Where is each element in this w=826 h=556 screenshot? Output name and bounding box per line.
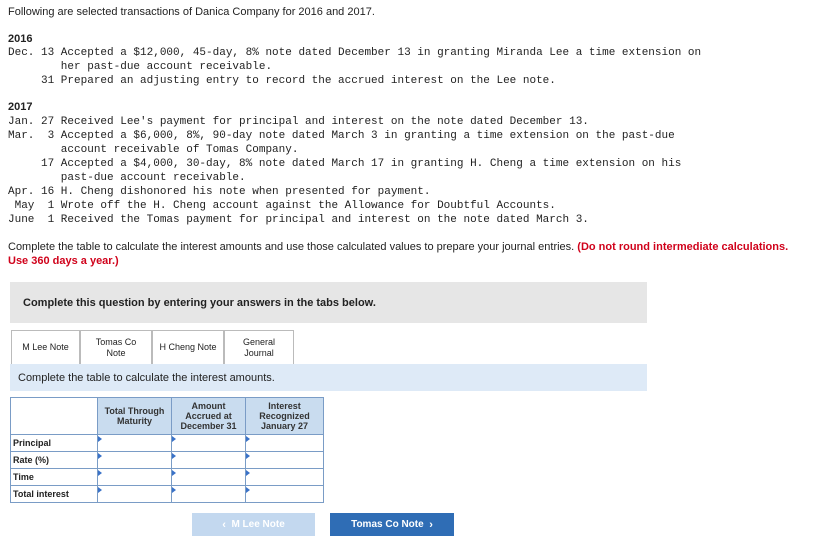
row-label-time: Time — [11, 469, 98, 486]
input-marker-icon — [98, 453, 102, 459]
input-marker-icon — [246, 470, 250, 476]
prev-button-label: M Lee Note — [231, 519, 285, 530]
input-marker-icon — [172, 453, 176, 459]
time-total-field[interactable] — [98, 469, 171, 485]
next-button[interactable] — [330, 513, 454, 536]
principal-recognized-input[interactable] — [246, 435, 324, 452]
col-amount-accrued-dec31: Amount Accrued at December 31 — [172, 398, 246, 435]
tab-label: Tomas Co Note — [95, 336, 137, 358]
table-row — [11, 452, 324, 469]
intro-text: Following are selected transactions of Danica Company for 2016 and 2017. — [8, 6, 375, 18]
interest-accrued-input[interactable] — [172, 486, 246, 503]
interest-recognized-field[interactable] — [246, 486, 323, 502]
rate-total-input[interactable] — [98, 452, 172, 469]
interest-recognized-input[interactable] — [246, 486, 324, 503]
input-marker-icon — [172, 470, 176, 476]
time-accrued-field[interactable] — [172, 469, 245, 485]
table-header-row — [11, 398, 324, 435]
principal-total-field[interactable] — [98, 435, 171, 451]
input-marker-icon — [172, 487, 176, 493]
table-row — [11, 469, 324, 486]
tab-label: H Cheng Note — [159, 342, 217, 352]
question-banner: Complete this question by entering your answers in the tabs below. — [10, 282, 647, 323]
principal-accrued-input[interactable] — [172, 435, 246, 452]
panel-heading: Complete the table to calculate the interest amounts. — [10, 364, 647, 391]
col-interest-recognized-jan27: Interest Recognized January 27 — [246, 398, 324, 435]
principal-accrued-field[interactable] — [172, 435, 245, 451]
table-row — [11, 435, 324, 452]
interest-total-input[interactable] — [98, 486, 172, 503]
input-marker-icon — [172, 436, 176, 442]
prev-button[interactable] — [192, 513, 315, 536]
col-total-through-maturity: Total Through Maturity — [98, 398, 172, 435]
principal-total-input[interactable] — [98, 435, 172, 452]
transactions-2016: Dec. 13 Accepted a $12,000, 45-day, 8% note dated December 13 in granting Miranda Lee a time extension on her past-due account receivable. 31 Prepared an adjusting entry to record the accrued interest on the Lee note. — [8, 47, 702, 87]
row-label-principal: Principal — [11, 435, 98, 452]
instructions — [8, 240, 808, 268]
interest-accrued-field[interactable] — [172, 486, 245, 502]
rate-accrued-field[interactable] — [172, 452, 245, 468]
year-2017: 2017 — [8, 101, 33, 113]
instruction-text: Complete the table to calculate the interest amounts and use those calculated values to prepare your journal entries. — [8, 241, 575, 253]
year-2016: 2016 — [8, 33, 33, 45]
transactions-2017: Jan. 27 Received Lee's payment for principal and interest on the note dated December 13. Mar. 3 Accepted a $6,000, 8%, 90-day note dated March 3 in granting a time extension on the past-due account receivable of Tomas Company. 17 Accepted a $4,000, 30-day, 8% note dated March 17 in granting H. Cheng a time extension on his past-due account receivable. Apr. 16 H. Cheng dishonored his note when presented for payment. May 1 Wrote off the H. Cheng account against the Allowance for Doubtful Accounts. June 1 Received the Tomas payment for principal and interest on the note dated March 3. — [8, 116, 682, 226]
tab-label: General Journal — [242, 336, 276, 358]
instruction-warning: (Do not round intermediate calculations. Use 360 days a year.) — [8, 241, 789, 267]
rate-accrued-input[interactable] — [172, 452, 246, 469]
rate-recognized-field[interactable] — [246, 452, 323, 468]
row-label-rate: Rate (%) — [11, 452, 98, 469]
input-marker-icon — [246, 487, 250, 493]
next-button-label: Tomas Co Note — [351, 519, 424, 530]
chevron-right-icon: › — [429, 518, 433, 531]
tab-label: M Lee Note — [22, 342, 69, 352]
tab-h-cheng-note[interactable] — [152, 330, 224, 364]
input-marker-icon — [246, 436, 250, 442]
tab-bar — [11, 330, 294, 364]
rate-recognized-input[interactable] — [246, 452, 324, 469]
time-recognized-input[interactable] — [246, 469, 324, 486]
chevron-left-icon: ‹ — [222, 518, 226, 531]
row-label-total-interest: Total interest — [11, 486, 98, 503]
time-recognized-field[interactable] — [246, 469, 323, 485]
time-total-input[interactable] — [98, 469, 172, 486]
tab-general-journal[interactable] — [224, 330, 294, 364]
principal-recognized-field[interactable] — [246, 435, 323, 451]
interest-table — [10, 397, 324, 503]
rate-total-field[interactable] — [98, 452, 171, 468]
input-marker-icon — [98, 436, 102, 442]
time-accrued-input[interactable] — [172, 469, 246, 486]
input-marker-icon — [246, 453, 250, 459]
tab-tomas-co-note[interactable] — [80, 330, 152, 364]
tab-m-lee-note[interactable] — [11, 330, 80, 364]
table-row — [11, 486, 324, 503]
input-marker-icon — [98, 487, 102, 493]
header-blank — [11, 398, 98, 435]
interest-total-field[interactable] — [98, 486, 171, 502]
input-marker-icon — [98, 470, 102, 476]
